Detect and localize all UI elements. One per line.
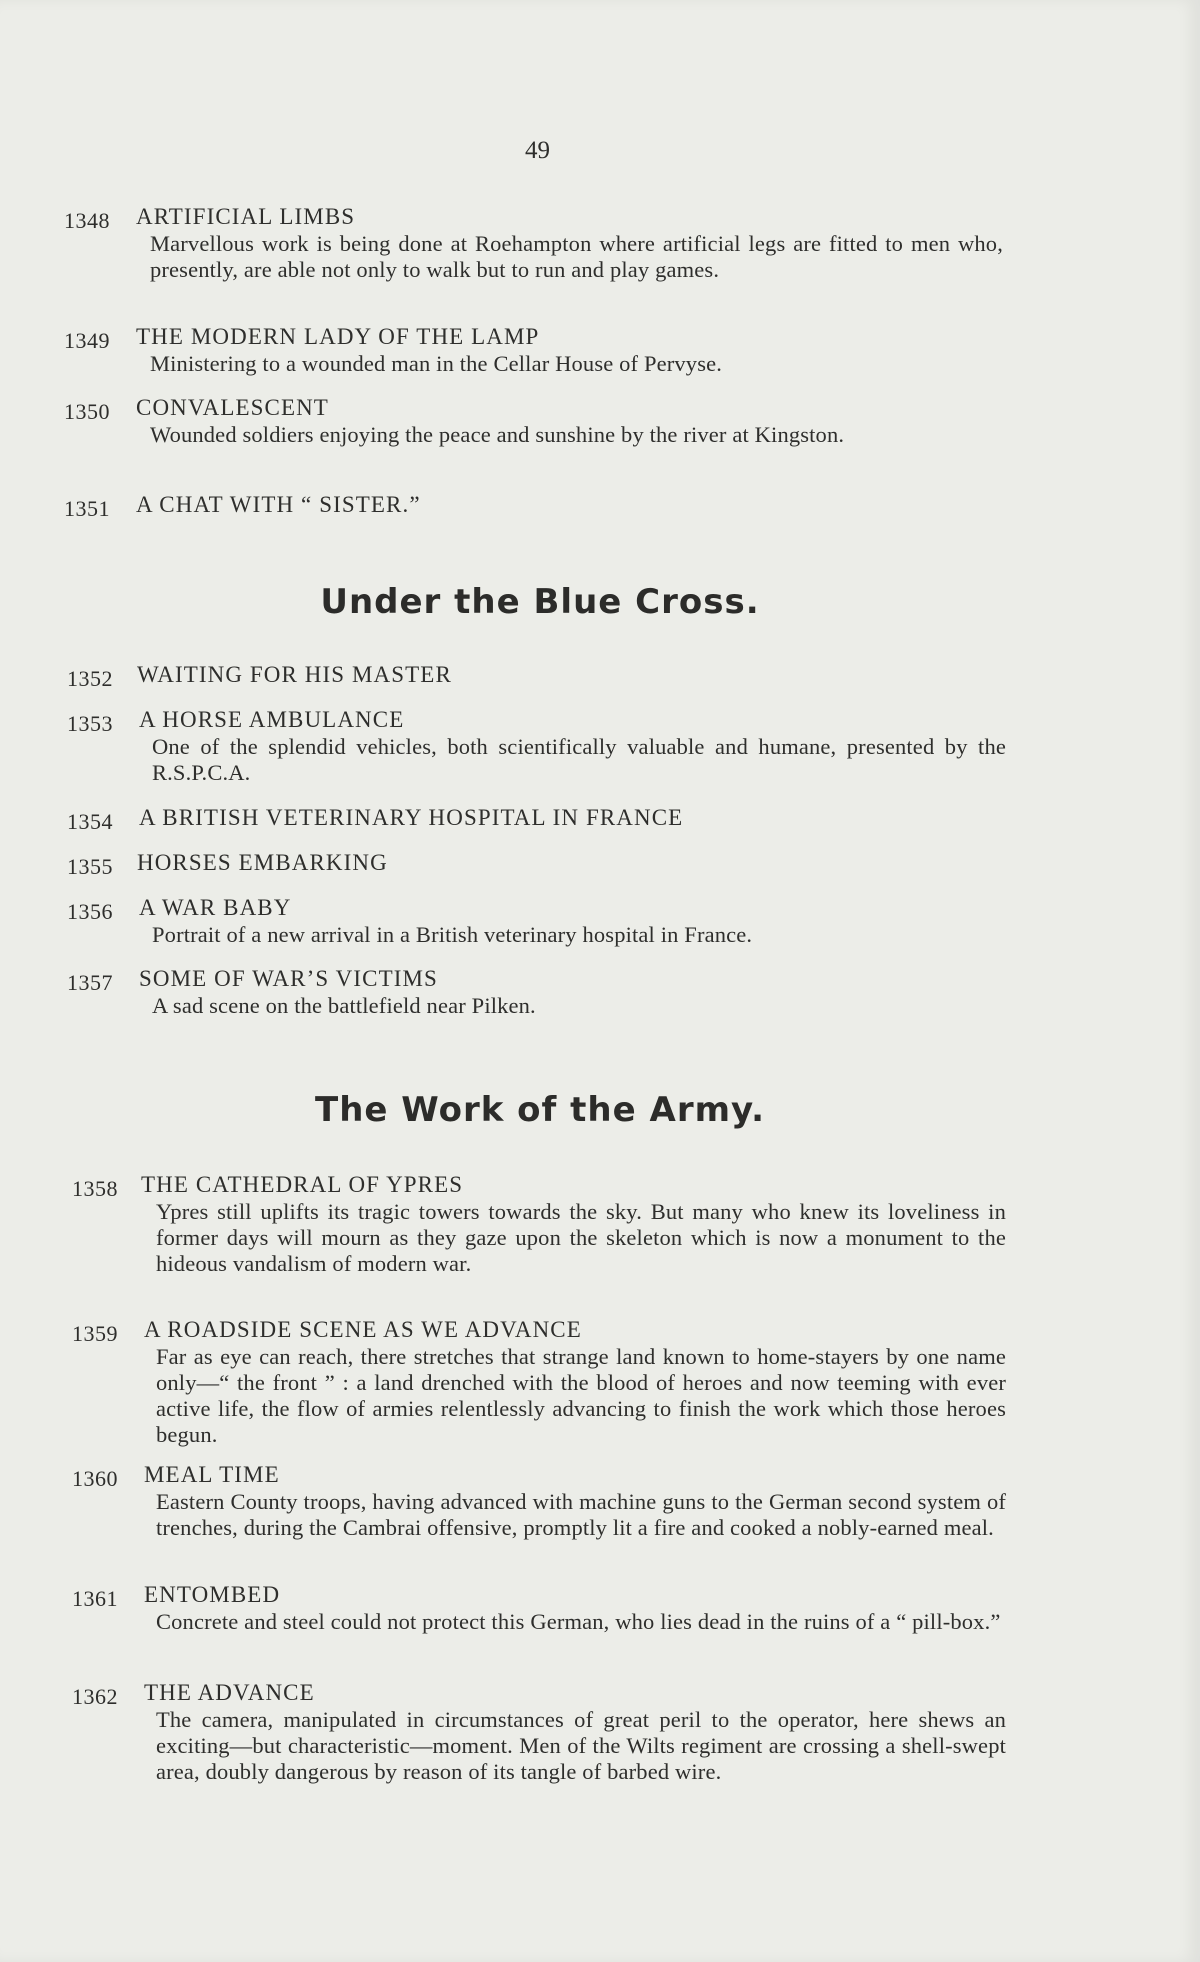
section-heading-work-of-army: The Work of the Army. <box>315 1090 765 1130</box>
entry-heading <box>0 1679 1006 1707</box>
entry-number: 1353 <box>67 711 113 736</box>
entry-title: THE ADVANCE <box>144 1680 315 1705</box>
entry-title: THE CATHEDRAL OF YPRES <box>141 1172 464 1197</box>
catalogue-entry <box>0 323 1003 377</box>
catalogue-entry <box>0 706 1006 786</box>
entry-title: HORSES EMBARKING <box>137 850 388 875</box>
catalogue-entry <box>0 394 1003 448</box>
entry-heading <box>0 323 1003 351</box>
entry-description: The camera, manipulated in circumstances of great peril to the operator, here shews an exciting—but characteristic—moment. Men of the Wilts regiment are crossing a shell-swept area, doubly dangerous by reason of its tangle of barbed wire. <box>156 1707 1006 1784</box>
entry-heading <box>0 394 1003 422</box>
entry-description: Ypres still uplifts its tragic towers towards the sky. But many who knew its loveliness in former days will mourn as they gaze upon the skeleton which is now a monument to the hideous vandalism of modern war. <box>156 1199 1006 1276</box>
entry-title: A BRITISH VETERINARY HOSPITAL IN FRANCE <box>139 805 684 830</box>
entry-number: 1349 <box>64 328 110 353</box>
entry-number: 1356 <box>67 899 113 924</box>
entry-title: WAITING FOR HIS MASTER <box>137 662 452 687</box>
entry-number: 1352 <box>67 666 113 691</box>
entry-number: 1358 <box>72 1176 118 1201</box>
entry-title: A CHAT WITH “ SISTER.” <box>136 492 421 517</box>
entry-title: CONVALESCENT <box>136 395 329 420</box>
catalogue-entry <box>0 203 1003 283</box>
entry-number: 1362 <box>72 1684 118 1709</box>
entry-number: 1361 <box>72 1586 118 1611</box>
entry-title: A HORSE AMBULANCE <box>139 707 405 732</box>
entry-heading <box>0 965 1006 993</box>
entry-title: ENTOMBED <box>144 1582 281 1607</box>
entry-description: Ministering to a wounded man in the Cellar House of Pervyse. <box>150 351 723 376</box>
entry-title: ARTIFICIAL LIMBS <box>136 204 356 229</box>
catalogue-entry <box>0 1679 1006 1785</box>
page-number: 49 <box>525 137 550 164</box>
entry-title: A WAR BABY <box>139 895 292 920</box>
entry-heading <box>0 1316 1006 1344</box>
entry-title: MEAL TIME <box>144 1462 280 1487</box>
entry-title: SOME OF WAR’S VICTIMS <box>139 966 438 991</box>
section-heading-blue-cross: Under the Blue Cross. <box>320 582 760 622</box>
entry-description: A sad scene on the battlefield near Pilken. <box>152 993 536 1018</box>
entry-number: 1351 <box>64 496 110 521</box>
entry-description: Portrait of a new arrival in a British veterinary hospital in France. <box>152 922 753 947</box>
entry-number: 1357 <box>67 970 113 995</box>
entry-title: A ROADSIDE SCENE AS WE ADVANCE <box>144 1317 582 1342</box>
entry-number: 1360 <box>72 1466 118 1491</box>
entry-number: 1354 <box>67 809 113 834</box>
entry-description: Far as eye can reach, there stretches that strange land known to home-stayers by one name only—“ the front ” : a land drenched with the blood of heroes and now teeming with ever active life, the flow of armies relentlessly advancing to finish the work which those heroes begun. <box>156 1344 1006 1447</box>
entry-description: Marvellous work is being done at Roehampton where artificial legs are fitted to men who, presently, are able not only to walk but to run and play games. <box>150 231 1003 282</box>
entry-heading <box>0 1171 1006 1199</box>
catalogue-entry <box>0 894 1006 948</box>
catalogue-entry <box>0 1581 1006 1635</box>
entry-title: THE MODERN LADY OF THE LAMP <box>136 324 540 349</box>
entry-number: 1359 <box>72 1321 118 1346</box>
entry-description: Wounded soldiers enjoying the peace and sunshine by the river at Kingston. <box>150 422 845 447</box>
entry-number: 1355 <box>67 854 113 879</box>
entry-number: 1350 <box>64 399 110 424</box>
entry-heading <box>0 1581 1006 1609</box>
entry-heading <box>0 203 1003 231</box>
catalogue-entry <box>0 1461 1006 1541</box>
entry-heading <box>0 1461 1006 1489</box>
entry-description: Eastern County troops, having advanced with machine guns to the German second system of trenches, during the Cambrai offensive, promptly lit a fire and cooked a nobly-earned meal. <box>156 1489 1006 1540</box>
catalogue-entry <box>0 965 1006 1019</box>
entry-description: One of the splendid vehicles, both scientifically valuable and humane, presented by the R.S.P.C.A. <box>152 734 1006 785</box>
entry-number: 1348 <box>64 208 110 233</box>
entry-heading <box>0 894 1006 922</box>
catalogue-entry <box>0 1171 1006 1277</box>
entry-description: Concrete and steel could not protect this German, who lies dead in the ruins of a “ pill-box.” <box>156 1609 1001 1634</box>
entry-heading <box>0 706 1006 734</box>
catalogue-entry <box>0 1316 1006 1448</box>
